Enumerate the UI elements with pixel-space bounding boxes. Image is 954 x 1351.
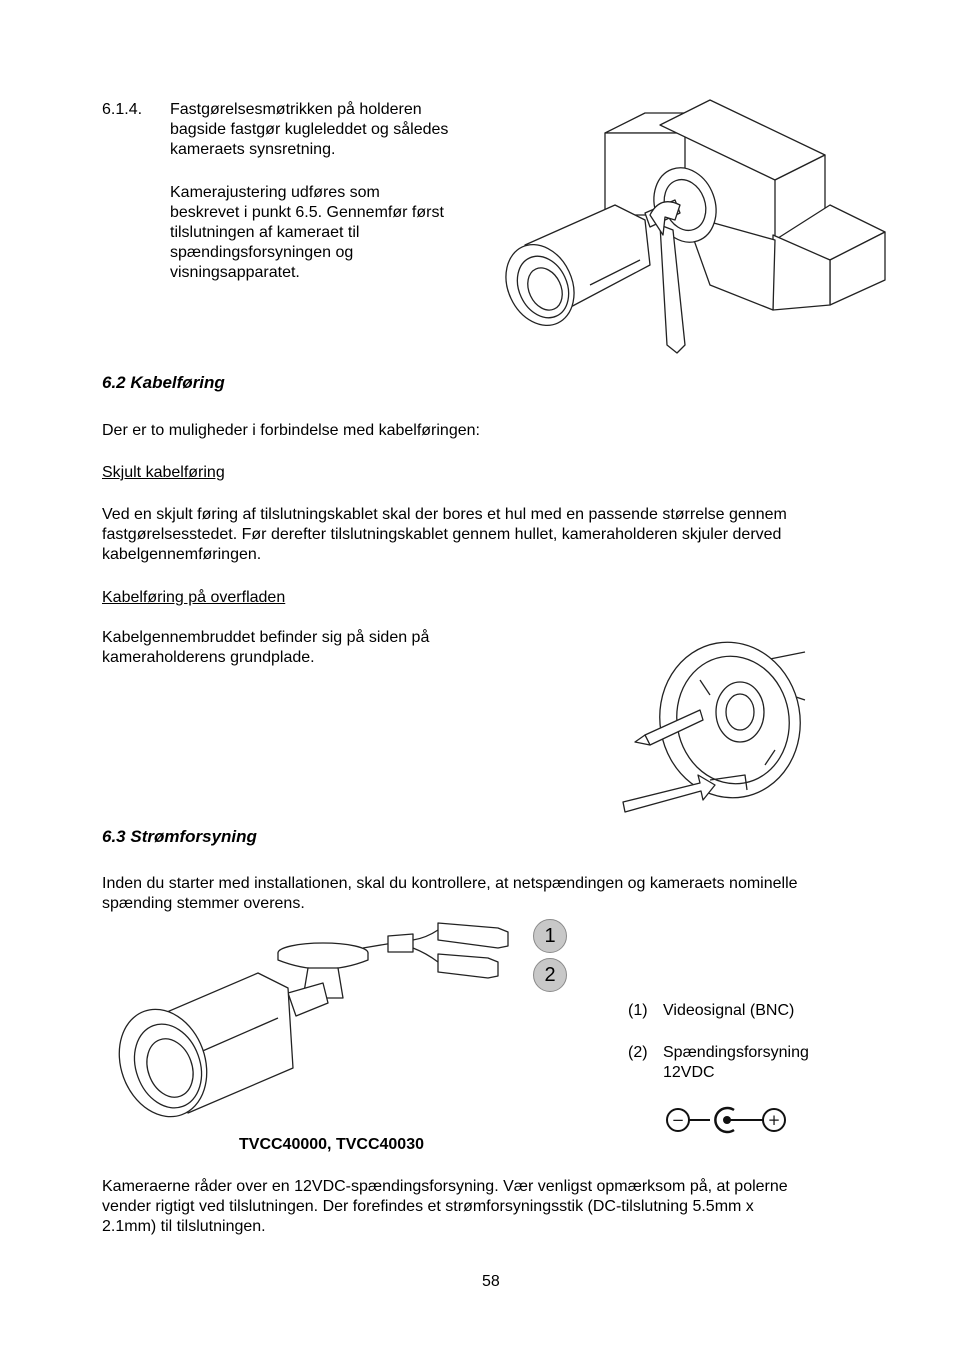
- bullet-camera-cables-illustration: [108, 918, 528, 1118]
- step-number: 6.1.4.: [102, 101, 143, 118]
- model-caption: TVCC40000, TVCC40030: [239, 1136, 424, 1153]
- surface-cable-text: Kabelgennembruddet befinder sig på siden på kameraholderens grundplade.: [102, 629, 430, 666]
- legend-num-2: (2): [628, 1044, 648, 1061]
- badge-video: 1: [533, 919, 567, 953]
- polarity-minus: −: [671, 1111, 685, 1129]
- step-paragraph-2: Kamerajustering udføres som beskrevet i punkt 6.5. Gennemfør først tilslutningen af kameraet til spændingsforsyningen og visningsapparatet.: [170, 184, 444, 281]
- hidden-cable-text: Ved en skjult føring af tilslutningskablet skal der bores et hul med en passende størrelse gennem fastgørelsesstedet. Før derefter tilslutningskablet gennem hullet, kameraholderen skjuler derved kabelgennemføringen.: [102, 506, 787, 563]
- section-heading-cable-routing: 6.2 Kabelføring: [102, 373, 225, 392]
- subsection-title-hidden: Skjult kabelføring: [102, 464, 225, 481]
- badge-power: 2: [533, 958, 567, 992]
- legend-text-1: Videosignal (BNC): [663, 1002, 795, 1019]
- power-supply-body: Kameraerne råder over en 12VDC-spændingsforsyning. Vær venligst opmærksom på, at polerne vender rigtigt ved tilslutningen. Der forefindes et strømforsyningsstik (DC-tilslutning 5.5mm x 2.1mm) til tilslutningen.: [102, 1178, 788, 1235]
- power-supply-intro: Inden du starter med installationen, skal du kontrollere, at netspændingen og kameraets nominelle spænding stemmer overens.: [102, 875, 798, 912]
- legend-num-1: (1): [628, 1002, 648, 1019]
- base-plate-cable-entry-illustration: [615, 640, 810, 820]
- subsection-title-surface: Kabelføring på overfladen: [102, 589, 286, 606]
- polarity-symbol-icon: [662, 1104, 790, 1136]
- page-number: 58: [482, 1273, 500, 1290]
- polarity-plus: +: [767, 1111, 781, 1129]
- section-heading-power-supply: 6.3 Strømforsyning: [102, 827, 257, 846]
- camera-mount-wrench-illustration: [495, 95, 890, 360]
- cable-routing-intro: Der er to muligheder i forbindelse med kabelføringen:: [102, 422, 480, 439]
- step-paragraph-1: Fastgørelsesmøtrikken på holderen bagside fastgør kugleleddet og således kameraets synsretning.: [170, 101, 449, 158]
- legend-text-2: Spændingsforsyning 12VDC: [663, 1044, 809, 1081]
